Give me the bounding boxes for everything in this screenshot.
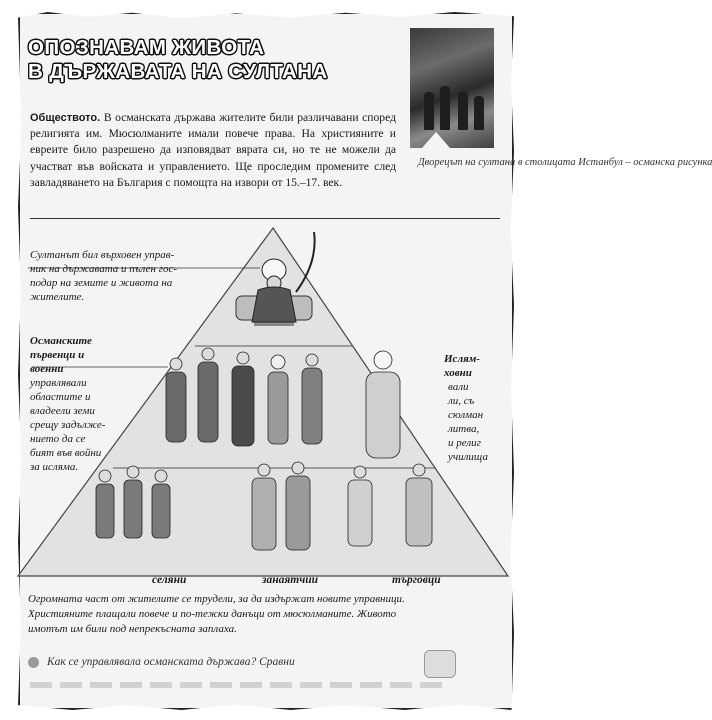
clergy-title: Ислям- ховни	[444, 353, 480, 379]
title-line-1: ОПОЗНАВАМ ЖИВОТА	[28, 36, 265, 59]
photo-caption: Дворецът на султана в столицата Истанбул – османска рисунка	[418, 157, 712, 168]
intro-text: В османската държава жителите били различавани според религията им. Мюсюлманите имали повече права. На християните и евреите било разрешено да изповядват вярата си, но те не можели да участват във войската и управлението. Ще проследим промените след завладяването на България с помощта на извори от 15.–17. век.	[30, 111, 396, 189]
question-text: Как се управлявала османската държава? Сравни	[47, 656, 295, 668]
clergy-text: вали ли, съ сюлман литва, и религ училища	[448, 381, 489, 463]
review-question	[28, 656, 428, 668]
palace-photo	[410, 28, 494, 148]
caption-pointer	[422, 132, 450, 148]
section-divider	[30, 218, 500, 219]
pyramid-footnote: Огромната част от жителите се трудели, за да издържат новите управници. Християните плащали повече и по-тежки данъци от мюсюлманите. Живото имотът им били под непрекъсната заплаха.	[28, 593, 405, 635]
cut-off-text	[30, 682, 450, 688]
activity-icon	[424, 650, 456, 678]
class-merchants: търговци	[392, 574, 441, 586]
feudal-text: управлявали областите и владеели земи срещу задълже- нието да се бият във войни за исляма.	[30, 377, 106, 473]
feudal-title: Османските първенци и военни	[30, 335, 92, 375]
title-line-2: В ДЪРЖАВАТА НА СУЛТАНА	[28, 60, 328, 83]
sultan-label: Султанът бил върховен управ- ник на държавата и пълен гос- подар на земите и живота на жителите.	[30, 249, 177, 303]
intro-paragraph	[30, 110, 396, 191]
class-peasants: селяни	[152, 574, 187, 586]
intro-lead: Обществото.	[30, 112, 101, 124]
class-craftsmen: занаятчии	[262, 574, 319, 586]
page-title	[28, 36, 388, 84]
bullet-icon	[28, 657, 39, 668]
